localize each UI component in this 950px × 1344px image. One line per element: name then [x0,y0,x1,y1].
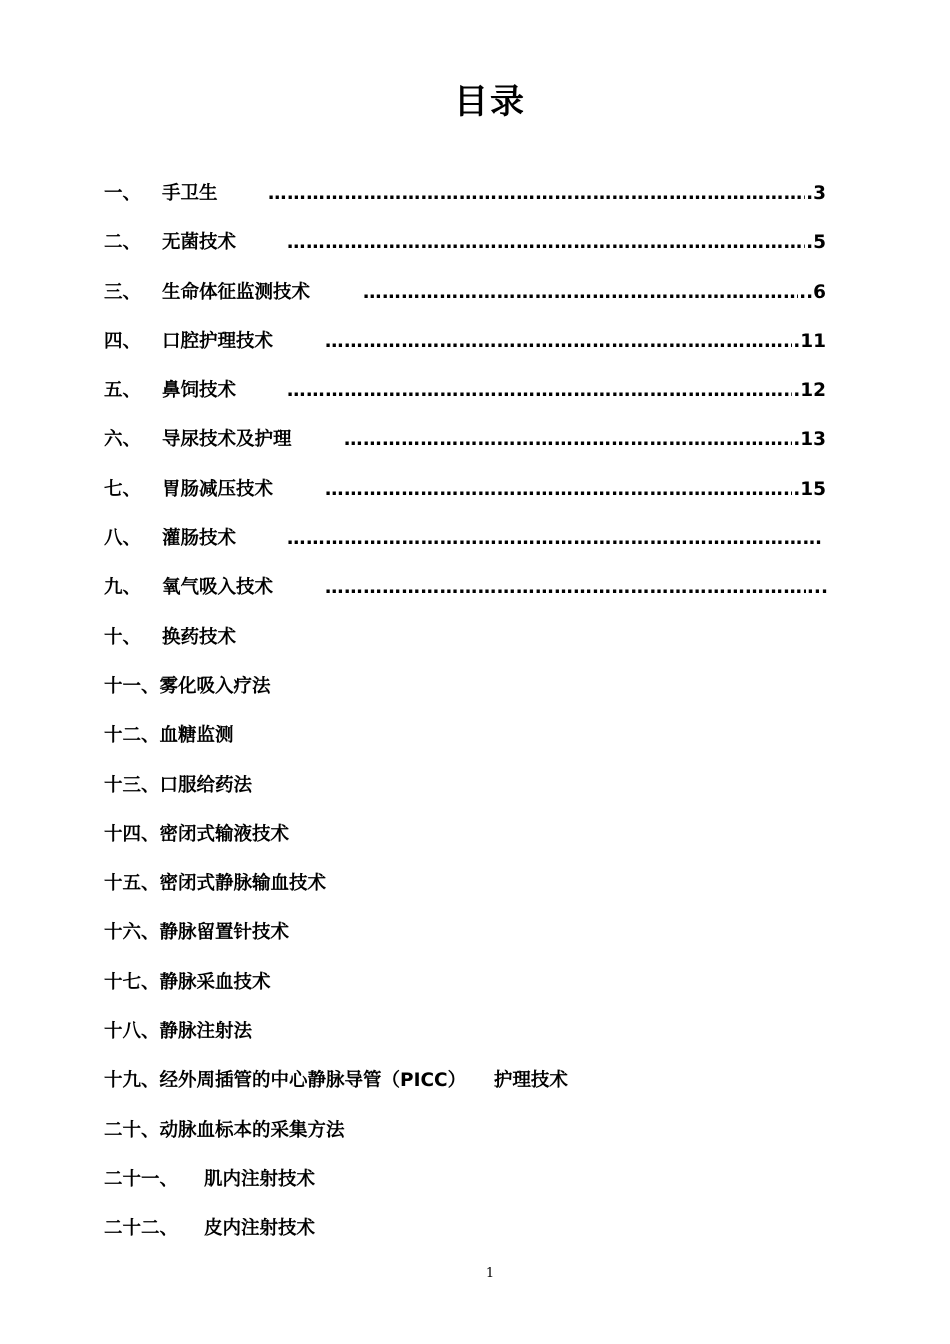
toc-entry[interactable] [104,673,834,722]
toc-dot-leader [268,180,824,208]
toc-entry-page: .15 [792,476,826,504]
toc-entry-number: 六、 [104,429,142,451]
toc-entry-number: 十一、 [104,675,160,697]
toc-entry-title: 手卫生 [162,183,218,204]
toc-entry[interactable] [104,1215,834,1264]
toc-entry-number: 十、 [104,626,142,648]
toc-entry-title: 换药技术 [162,626,237,648]
toc-entry-title: 静脉采血技术 [159,971,271,993]
toc-entry-number: 九、 [104,577,142,599]
toc-dot-leader [287,525,814,553]
toc-entry-title: 鼻饲技术 [162,380,237,402]
toc-entry[interactable] [104,229,834,278]
toc-entry-page: .5 [805,229,826,257]
toc-entry-number: 一、 [104,183,142,204]
toc-entry-number: 十三、 [104,774,160,796]
toc-entry-number: 七、 [104,478,142,500]
footer-page-number: 1 [485,1266,495,1281]
toc-dot-leader [325,476,824,504]
toc-dot-leader [363,279,824,307]
toc-entry-title: 密闭式输液技术 [159,823,290,845]
toc-entry[interactable] [104,624,834,673]
toc-entry-number: 十二、 [104,725,160,747]
table-of-contents [104,180,834,1265]
toc-entry[interactable] [104,1067,834,1116]
toc-entry-title: 无菌技术 [162,232,237,254]
toc-entry-number: 二、 [104,232,142,254]
toc-dot-leader [287,229,824,257]
toc-dot-leader [344,426,824,454]
toc-entry-page: .11 [792,328,826,356]
toc-entry-number: 三、 [104,281,142,303]
toc-entry[interactable] [104,426,834,475]
toc-entry[interactable] [104,1117,834,1166]
toc-entry-page: .3 [805,180,826,208]
toc-entry[interactable] [104,1018,834,1067]
toc-dot-leader [325,574,810,602]
toc-entry-title: 雾化吸入疗法 [159,675,271,697]
toc-entry-page: ..6 [798,279,826,307]
toc-entry-title: 经外周插管的中心静脉导管（PICC） 护理技术 [159,1070,568,1092]
toc-entry[interactable] [104,180,834,229]
toc-entry-title: 胃肠减压技术 [162,478,274,500]
toc-entry-title: 口服给药法 [159,774,253,796]
toc-entry[interactable] [104,1166,834,1215]
toc-entry-number: 八、 [104,528,142,550]
toc-entry[interactable] [104,821,834,870]
toc-entry-title: 皮内注射技术 [204,1218,316,1240]
toc-entry-number: 十九、 [104,1070,160,1092]
toc-entry[interactable] [104,328,834,377]
toc-entry-title: 密闭式静脉输血技术 [159,873,327,895]
toc-entry-number: 二十、 [104,1119,160,1141]
toc-entry-number: 二十一、 [104,1168,179,1190]
toc-entry-number: 五、 [104,380,142,402]
toc-entry-title: 口腔护理技术 [162,330,274,352]
toc-entry[interactable] [104,574,834,623]
toc-entry-title: 导尿技术及护理 [162,429,292,451]
toc-entry-number: 十四、 [104,823,160,845]
toc-entry[interactable] [104,377,834,426]
toc-entry[interactable] [104,722,834,771]
toc-entry-title: 静脉留置针技术 [159,922,290,944]
toc-entry-title: 静脉注射法 [159,1021,253,1043]
toc-entry-number: 十五、 [104,873,160,895]
toc-entry[interactable] [104,279,834,328]
toc-entry[interactable] [104,969,834,1018]
toc-entry-title: 生命体征监测技术 [162,281,311,303]
toc-entry-page: .12 [792,377,826,405]
toc-entry-title: 血糖监测 [159,725,234,747]
toc-entry-title: 氧气吸入技术 [162,577,274,599]
toc-entry[interactable] [104,476,834,525]
toc-entry[interactable] [104,919,834,968]
toc-entry[interactable] [104,870,834,919]
toc-entry-title: 动脉血标本的采集方法 [159,1119,345,1141]
toc-entry-number: 十八、 [104,1021,160,1043]
page-title: 目录 [454,82,526,122]
toc-entry-page: .13 [792,426,826,454]
toc-entry-title: 肌内注射技术 [204,1168,316,1190]
toc-entry[interactable] [104,525,834,574]
toc-dot-leader [325,328,824,356]
toc-dot-leader [287,377,824,405]
toc-entry[interactable] [104,772,834,821]
toc-entry-page: ... [806,574,828,602]
toc-entry-number: 四、 [104,330,142,352]
toc-entry-page: . [814,525,822,553]
toc-entry-number: 二十二、 [104,1218,179,1240]
toc-entry-number: 十六、 [104,922,160,944]
toc-entry-title: 灌肠技术 [162,528,237,550]
toc-entry-number: 十七、 [104,971,160,993]
